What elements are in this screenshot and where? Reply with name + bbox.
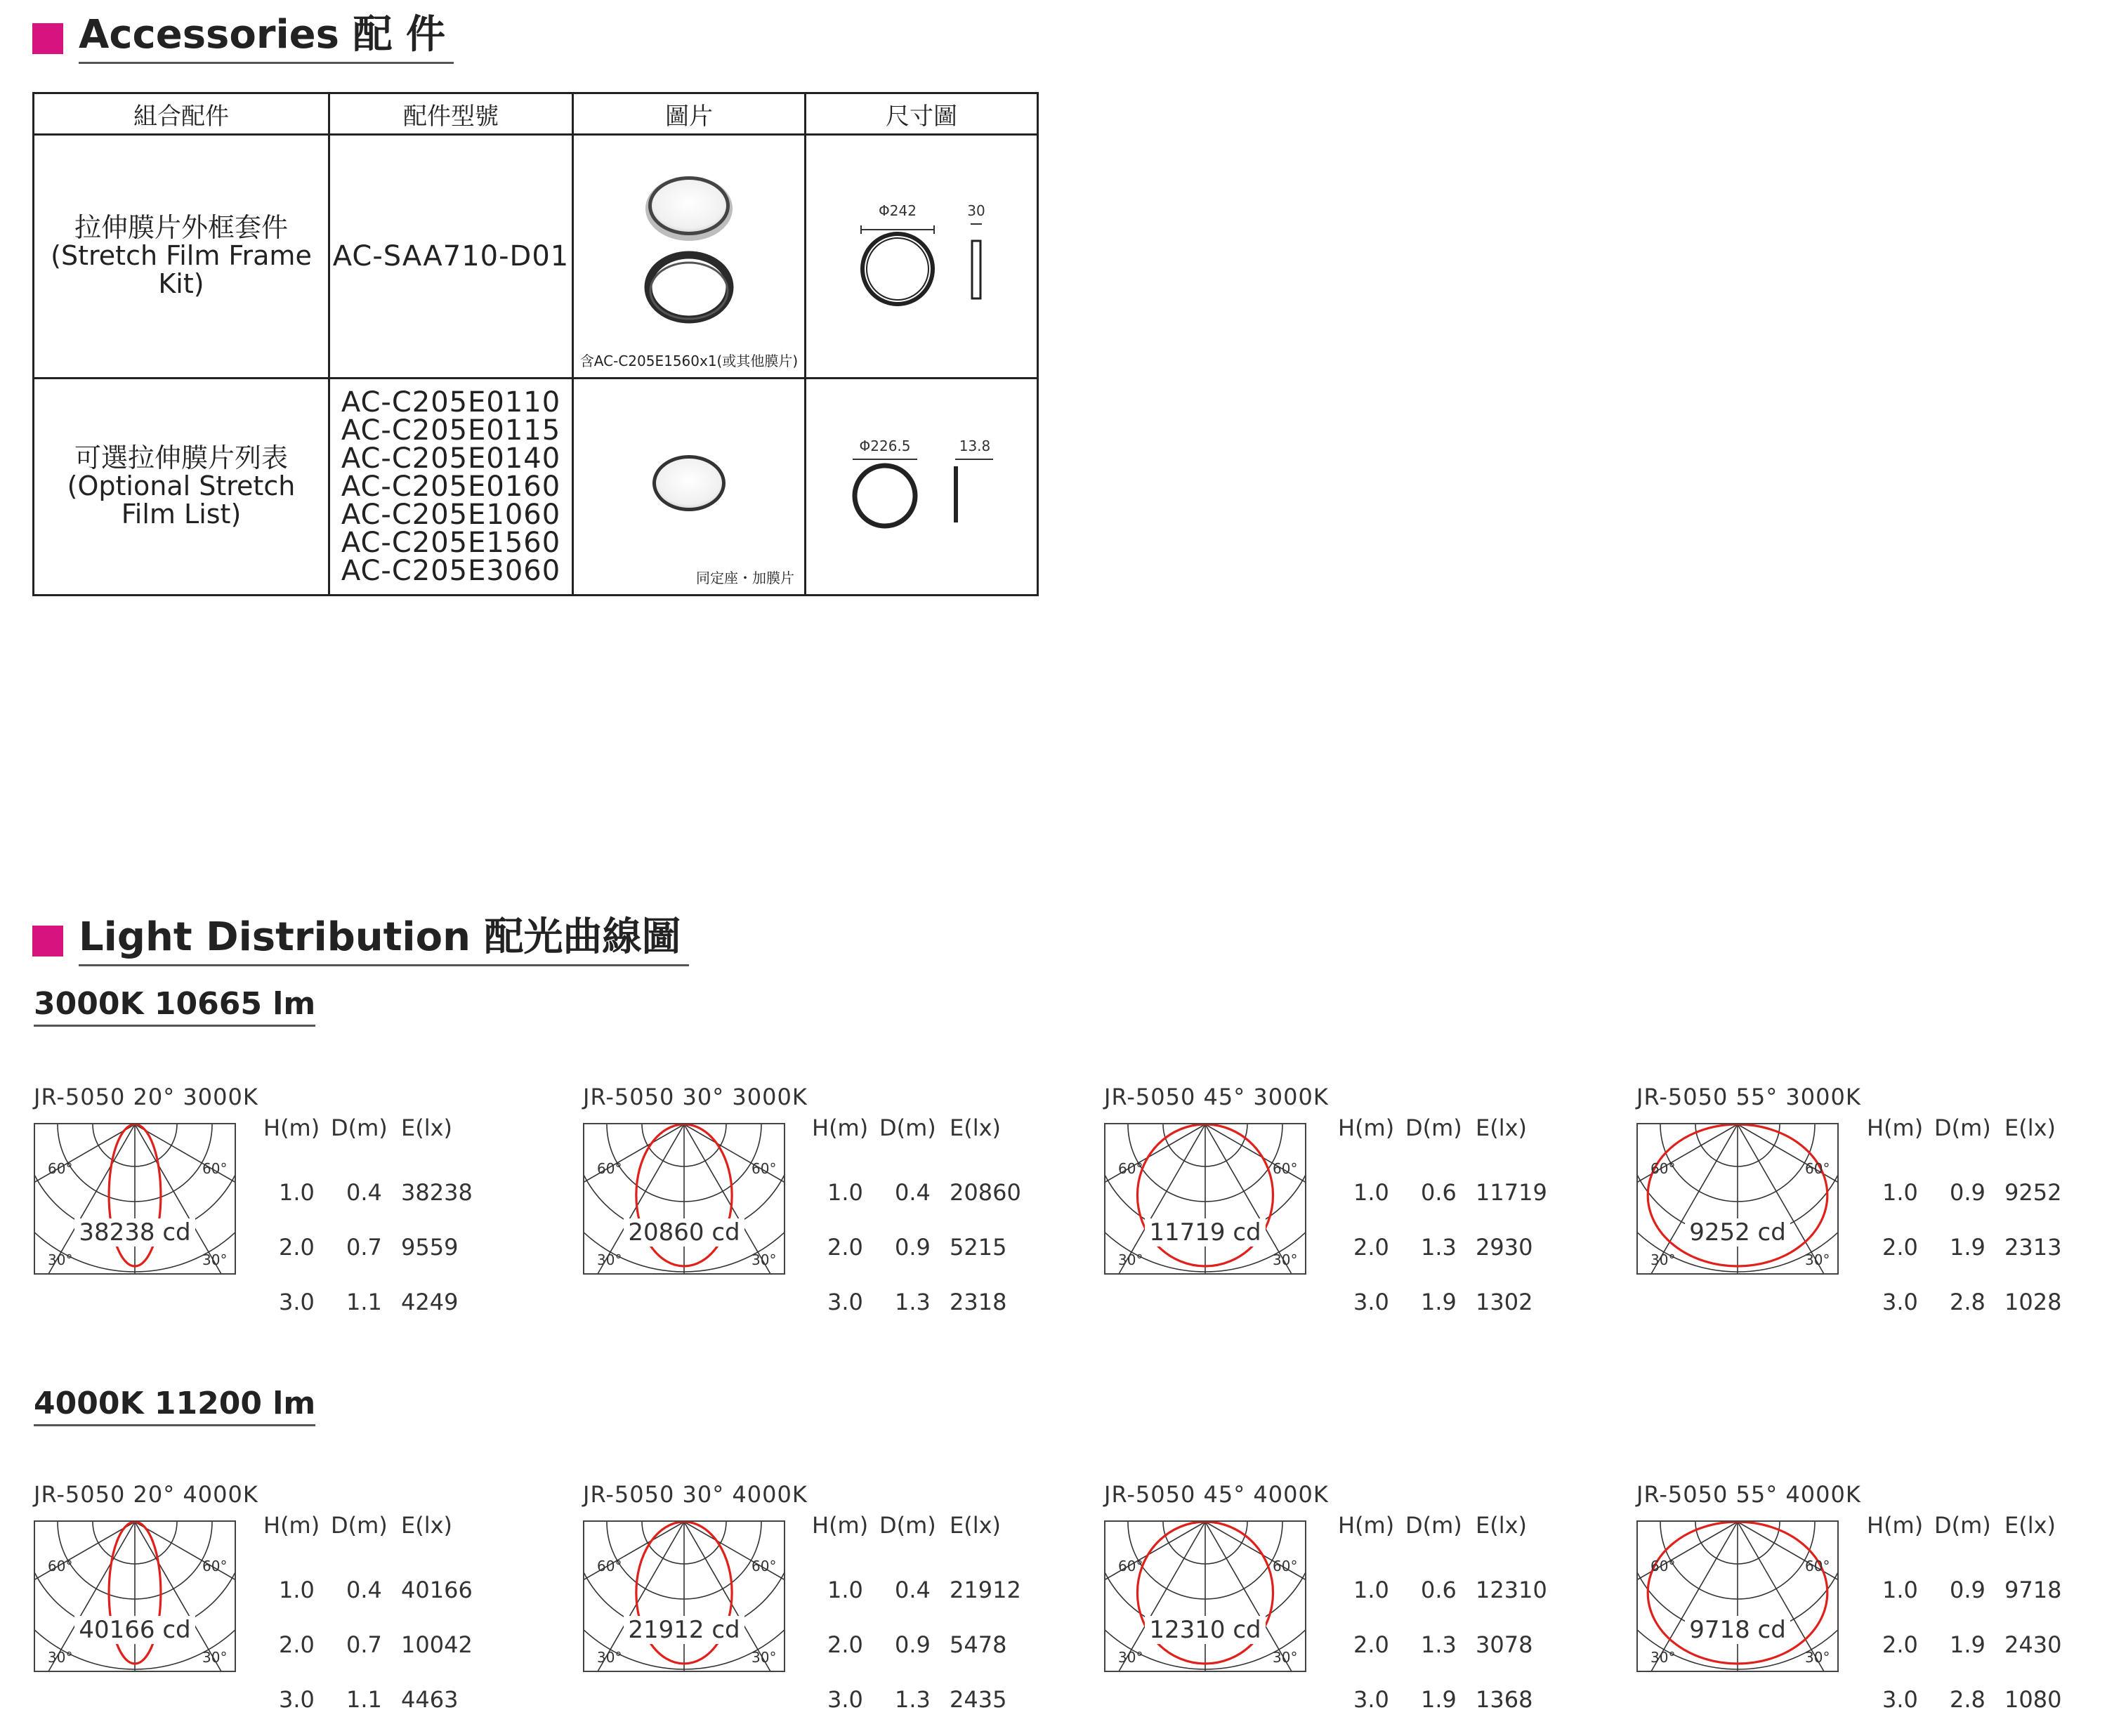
diameter-label: Φ242 [879, 202, 917, 219]
table-header: D(m) [879, 1512, 936, 1539]
peak-intensity-label: 11719 cd [1105, 1218, 1305, 1247]
table-header: E(lx) [401, 1114, 453, 1141]
peak-intensity-label: 38238 cd [35, 1218, 235, 1247]
model-number: AC-C205E0110 [341, 386, 561, 419]
table-cell: 4249 [401, 1289, 459, 1315]
accessories-table [32, 92, 1039, 596]
table-cell: 0.6 [1421, 1577, 1457, 1603]
model-number: AC-C205E3060 [341, 555, 561, 587]
table-cell: 3.0 [827, 1686, 863, 1713]
table-header: H(m) [1338, 1512, 1395, 1539]
table-cell: 2435 [950, 1686, 1007, 1713]
frame-kit-image [574, 136, 804, 374]
table-header: E(lx) [1476, 1114, 1528, 1141]
table-cell: 20860 [950, 1179, 1021, 1206]
angle-label: 60° [1650, 1558, 1676, 1574]
angle-label: 30° [1650, 1251, 1676, 1268]
table-header: H(m) [1867, 1512, 1924, 1539]
table-cell: 2.0 [827, 1234, 863, 1261]
table-cell: 3078 [1476, 1631, 1533, 1658]
section-marker-square [32, 23, 63, 54]
model-number: AC-C205E1060 [341, 499, 561, 531]
model-number: AC-SAA710-D01 [332, 240, 570, 272]
table-cell: 1.9 [1421, 1289, 1457, 1315]
table-cell: 2318 [950, 1289, 1007, 1315]
angle-label: 30° [1273, 1251, 1298, 1268]
table-cell: 1.1 [346, 1686, 382, 1713]
table-cell: 0.7 [346, 1234, 382, 1261]
polar-grid [584, 1522, 784, 1671]
table-cell: 21912 [950, 1577, 1021, 1603]
angle-label: 60° [597, 1160, 622, 1177]
model-number: AC-C205E1560 [341, 527, 561, 559]
table-cell: 2.0 [279, 1234, 315, 1261]
dimension-cell [806, 379, 1038, 596]
angle-label: 30° [1118, 1649, 1143, 1666]
table-header: D(m) [1934, 1512, 1991, 1539]
accessory-name: 可選拉伸膜片列表 [74, 442, 288, 474]
polar-chart [34, 1520, 236, 1672]
table-cell: 2.0 [1882, 1234, 1918, 1261]
table-cell: 3.0 [1882, 1686, 1918, 1713]
table-cell: 38238 [401, 1179, 473, 1206]
table-cell: 9252 [2004, 1179, 2062, 1206]
table-cell: 1.3 [895, 1686, 931, 1713]
table-cell: 3.0 [279, 1686, 315, 1713]
table-cell: 1.0 [279, 1179, 315, 1206]
polar-grid [1105, 1522, 1305, 1671]
light-distribution-title: Light Distribution 配光曲線圖 [79, 915, 689, 966]
table-cell: 2.8 [1950, 1686, 1985, 1713]
table-cell: 12310 [1476, 1577, 1547, 1603]
table-header: H(m) [263, 1114, 320, 1141]
table-row [34, 135, 1038, 379]
table-cell: 0.4 [895, 1179, 931, 1206]
film-dimension-drawing [806, 379, 1037, 591]
table-header: D(m) [1934, 1114, 1991, 1141]
table-cell: 1.0 [1353, 1577, 1389, 1603]
table-cell: 3.0 [827, 1289, 863, 1315]
table-cell: 40166 [401, 1577, 473, 1603]
polar-chart [1636, 1123, 1839, 1275]
angle-label: 30° [597, 1251, 622, 1268]
table-cell: 4463 [401, 1686, 459, 1713]
accessory-name-en: (Stretch Film Frame Kit) [51, 240, 312, 299]
table-cell: 2430 [2004, 1631, 2062, 1658]
angle-label: 60° [751, 1160, 777, 1177]
table-cell: 1.0 [279, 1577, 315, 1603]
table-cell: 3.0 [1882, 1289, 1918, 1315]
table-cell: 0.9 [895, 1631, 931, 1658]
angle-label: 60° [1805, 1558, 1830, 1574]
table-cell: 0.6 [1421, 1179, 1457, 1206]
frame-kit-dimension-drawing [806, 136, 1037, 374]
table-cell: 1.3 [895, 1289, 931, 1315]
table-cell: 1.0 [1882, 1577, 1918, 1603]
table-cell: 10042 [401, 1631, 473, 1658]
angle-label: 30° [48, 1251, 73, 1268]
table-cell: 1080 [2004, 1686, 2062, 1713]
angle-label: 60° [48, 1558, 73, 1574]
angle-label: 60° [202, 1160, 228, 1177]
peak-intensity-label: 21912 cd [584, 1616, 784, 1644]
chart-model-title: JR-5050 30° 4000K [583, 1481, 808, 1508]
table-header: E(lx) [950, 1114, 1002, 1141]
section-marker-square [32, 926, 63, 956]
angle-label: 30° [751, 1251, 777, 1268]
polar-chart [1104, 1520, 1306, 1672]
peak-intensity-label: 9252 cd [1638, 1218, 1837, 1247]
table-header: D(m) [331, 1512, 388, 1539]
polar-chart [1104, 1123, 1306, 1275]
angle-label: 30° [1650, 1649, 1676, 1666]
table-cell: 1.0 [827, 1577, 863, 1603]
table-cell: 2.0 [1353, 1631, 1389, 1658]
angle-label: 60° [1118, 1160, 1143, 1177]
picture-note: 含AC-C205E1560x1(或其他膜片) [579, 353, 799, 369]
polar-chart [34, 1123, 236, 1275]
angle-label: 30° [1273, 1649, 1298, 1666]
column-header: 組合配件 [34, 93, 329, 135]
table-cell: 3.0 [1353, 1686, 1389, 1713]
group-title: 4000K 11200 lm [34, 1386, 315, 1426]
table-header: H(m) [812, 1512, 869, 1539]
table-header: D(m) [331, 1114, 388, 1141]
table-cell: 2.8 [1950, 1289, 1985, 1315]
angle-label: 30° [202, 1649, 228, 1666]
table-cell: 3.0 [1353, 1289, 1389, 1315]
polar-grid [1638, 1522, 1837, 1671]
table-header: E(lx) [2004, 1512, 2056, 1539]
table-cell: 0.4 [346, 1577, 382, 1603]
table-cell: 1.9 [1950, 1234, 1985, 1261]
angle-label: 60° [751, 1558, 777, 1574]
chart-model-title: JR-5050 55° 3000K [1636, 1084, 1861, 1110]
group-title: 3000K 10665 lm [34, 986, 315, 1027]
table-cell: 9559 [401, 1234, 459, 1261]
angle-label: 60° [597, 1558, 622, 1574]
table-cell: 1.9 [1950, 1631, 1985, 1658]
angle-label: 30° [202, 1251, 228, 1268]
accessory-picture-cell [573, 379, 806, 596]
angle-label: 60° [48, 1160, 73, 1177]
table-cell: 0.7 [346, 1631, 382, 1658]
table-cell: 2313 [2004, 1234, 2062, 1261]
table-cell: 0.4 [346, 1179, 382, 1206]
table-cell: 2930 [1476, 1234, 1533, 1261]
table-cell: 1.0 [1882, 1179, 1918, 1206]
table-row [34, 379, 1038, 596]
table-cell: 5215 [950, 1234, 1007, 1261]
model-number: AC-C205E0160 [341, 471, 561, 503]
peak-intensity-label: 20860 cd [584, 1218, 784, 1247]
accessory-name-en: Film List) [121, 498, 242, 530]
table-cell: 1028 [2004, 1289, 2062, 1315]
accessory-name-cell [34, 135, 329, 379]
dimension-cell [806, 135, 1038, 379]
polar-chart [583, 1123, 785, 1275]
chart-model-title: JR-5050 20° 3000K [34, 1084, 258, 1110]
table-header: H(m) [263, 1512, 320, 1539]
polar-chart [1636, 1520, 1839, 1672]
polar-grid [35, 1522, 235, 1671]
table-cell: 1.3 [1421, 1631, 1457, 1658]
picture-note: 同定座・加膜片 [696, 570, 794, 586]
chart-model-title: JR-5050 30° 3000K [583, 1084, 808, 1110]
angle-label: 60° [1650, 1160, 1676, 1177]
table-header: E(lx) [2004, 1114, 2056, 1141]
diameter-label: Φ226.5 [859, 438, 911, 454]
angle-label: 30° [48, 1649, 73, 1666]
column-header: 圖片 [573, 93, 806, 135]
height-label: 30 [967, 202, 985, 219]
table-cell: 0.9 [1950, 1577, 1985, 1603]
table-header: E(lx) [950, 1512, 1002, 1539]
table-cell: 5478 [950, 1631, 1007, 1658]
model-number: AC-C205E0140 [341, 442, 561, 475]
model-number: AC-C205E0115 [341, 414, 561, 447]
accessories-title: Accessories 配 件 [79, 13, 454, 64]
table-cell: 0.4 [895, 1577, 931, 1603]
accessory-name: 拉伸膜片外框套件 [74, 212, 288, 244]
accessory-name-en: (Optional Stretch [67, 471, 296, 502]
table-cell: 0.9 [895, 1234, 931, 1261]
peak-intensity-label: 9718 cd [1638, 1616, 1837, 1644]
accessory-model-cell [329, 135, 573, 379]
height-label: 13.8 [959, 438, 991, 454]
angle-label: 60° [1273, 1558, 1298, 1574]
table-cell: 1.9 [1421, 1686, 1457, 1713]
table-cell: 2.0 [279, 1631, 315, 1658]
chart-model-title: JR-5050 45° 4000K [1104, 1481, 1329, 1508]
accessory-picture-cell [573, 135, 806, 379]
angle-label: 60° [202, 1558, 228, 1574]
table-cell: 1.0 [827, 1179, 863, 1206]
chart-model-title: JR-5050 45° 3000K [1104, 1084, 1329, 1110]
accessory-name-cell [34, 379, 329, 596]
film-image [574, 379, 804, 591]
table-header: H(m) [1338, 1114, 1395, 1141]
polar-grid [35, 1124, 235, 1273]
table-cell: 1.3 [1421, 1234, 1457, 1261]
table-cell: 1.0 [1353, 1179, 1389, 1206]
angle-label: 60° [1805, 1160, 1830, 1177]
table-header: H(m) [812, 1114, 869, 1141]
table-cell: 9718 [2004, 1577, 2062, 1603]
table-header: D(m) [1405, 1114, 1462, 1141]
table-header: E(lx) [1476, 1512, 1528, 1539]
table-cell: 0.9 [1950, 1179, 1985, 1206]
peak-intensity-label: 12310 cd [1105, 1616, 1305, 1644]
table-cell: 1302 [1476, 1289, 1533, 1315]
table-cell: 2.0 [827, 1631, 863, 1658]
table-cell: 11719 [1476, 1179, 1547, 1206]
accessory-model-cell [329, 379, 573, 596]
angle-label: 30° [1805, 1251, 1830, 1268]
table-header: D(m) [879, 1114, 936, 1141]
accessories-heading [32, 13, 454, 64]
angle-label: 30° [1805, 1649, 1830, 1666]
chart-model-title: JR-5050 55° 4000K [1636, 1481, 1861, 1508]
angle-label: 30° [1118, 1251, 1143, 1268]
table-cell: 2.0 [1882, 1631, 1918, 1658]
light-distribution-heading [32, 915, 689, 966]
polar-chart [583, 1520, 785, 1672]
polar-grid [1105, 1124, 1305, 1273]
table-header: H(m) [1867, 1114, 1924, 1141]
angle-label: 30° [597, 1649, 622, 1666]
angle-label: 30° [751, 1649, 777, 1666]
table-cell: 2.0 [1353, 1234, 1389, 1261]
column-header: 配件型號 [329, 93, 573, 135]
angle-label: 60° [1118, 1558, 1143, 1574]
table-cell: 3.0 [279, 1289, 315, 1315]
angle-label: 60° [1273, 1160, 1298, 1177]
polar-grid [1638, 1124, 1837, 1273]
column-header: 尺寸圖 [806, 93, 1038, 135]
table-cell: 1368 [1476, 1686, 1533, 1713]
peak-intensity-label: 40166 cd [35, 1616, 235, 1644]
polar-grid [584, 1124, 784, 1273]
table-cell: 1.1 [346, 1289, 382, 1315]
table-header: E(lx) [401, 1512, 453, 1539]
table-header: D(m) [1405, 1512, 1462, 1539]
chart-model-title: JR-5050 20° 4000K [34, 1481, 258, 1508]
